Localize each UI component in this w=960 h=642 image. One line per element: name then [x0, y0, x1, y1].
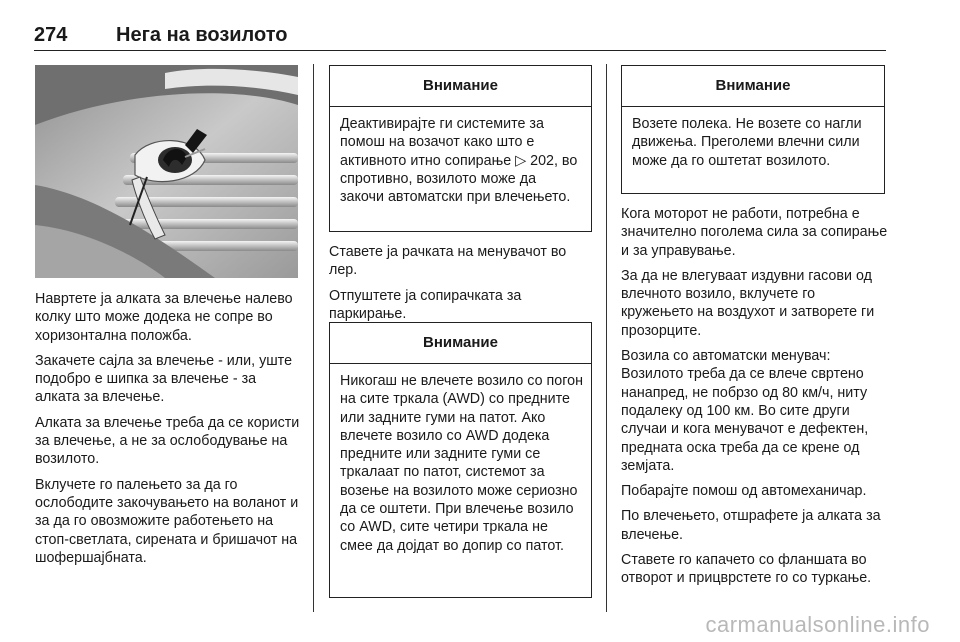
paragraph: Возила со автоматски менувач: Возилото треба да се влече свртено нанапред, не побрзо од 80 км/ч, ниту подалеку од 100 км. Во сите други случаи и кога менувачот е дефектен, предната оска треба да се крене од земјата. — [621, 348, 869, 474]
column-2-text — [329, 243, 595, 330]
warning-box-drive-slowly — [621, 65, 885, 194]
paragraph: Кога моторот не работи, потребна е значително поголема сила за сопирање и за управување. — [621, 206, 888, 259]
warning-text-part: , во спротивно, возилото може да закочи автоматски при влечењето. — [340, 152, 578, 206]
paragraph: Вклучете го палењето за да го ослободите закочувањето на воланот и за да го овозможите работењето на стоп-светлата, сирената и бришачот на шофершајбната. — [35, 476, 299, 566]
page-header — [34, 22, 886, 52]
header-rule — [34, 50, 886, 51]
bumper-drawing — [35, 65, 298, 278]
paragraph: Ставете ја рачката на менувачот во лер. — [329, 244, 567, 279]
column-3-text — [621, 205, 889, 595]
column-divider-2 — [606, 64, 607, 612]
warning-text — [330, 107, 591, 214]
warning-text: Возете полека. Не возете со нагли движења. Преголеми влечни сили може да го оштетат возилото. — [632, 116, 862, 169]
warning-box-driver-assist — [329, 65, 592, 232]
paragraph: Ставете го капачето со фланшата во отворот и прицврстете го со туркање. — [621, 552, 872, 587]
warning-box-awd — [329, 322, 592, 598]
warning-title: Внимание — [622, 66, 884, 107]
warning-title: Внимание — [330, 323, 591, 364]
paragraph: Отпуштете ја сопирачката за паркирање. — [329, 287, 522, 322]
watermark: carmanualsonline.info — [705, 612, 930, 637]
paragraph: Закачете сајла за влечење - или, уште подобро е шипка за влечење - за алката за влечење. — [35, 352, 293, 406]
warning-text-part: Деактивирајте ги системите за помош на возачот како што е активното итно сопирање — [340, 116, 544, 169]
paragraph: Побарајте помош од автомеханичар. — [621, 483, 867, 500]
warning-text: Никогаш не влечете возило со погон на сите тркала (AWD) со предните или задните гуми на патот. Ако влечете возило со AWD додека предните или задните гуми се тркалаат по патот, системот за возење на возилото може сериозно да се оштети. При влечење возило со AWD, сите четири тркала не смее да дојдат во допир со патот. — [340, 373, 583, 554]
warning-title: Внимание — [330, 66, 591, 107]
paragraph: Навртете ја алката за влечење налево колку што може додека не сопре во хоризонтална положба. — [35, 291, 293, 344]
page-number: 274 — [34, 24, 68, 46]
column-1-text — [35, 290, 301, 574]
page-title: Нега на возилото — [116, 24, 288, 46]
page-reference-arrow-icon: ▷ — [515, 152, 527, 169]
paragraph: По влечењето, отшрафете ја алката за влечење. — [621, 508, 881, 543]
paragraph: За да не влегуваат издувни гасови од влечното возило, вклучете го кружењето на воздухот и затворете ги прозорците. — [621, 267, 875, 339]
tow-eye-illustration — [35, 65, 298, 278]
page-reference-link[interactable]: 202 — [530, 152, 554, 169]
paragraph: Алката за влечење треба да се користи за влечење, а не за ослободување на возилото. — [35, 414, 300, 468]
column-divider-1 — [313, 64, 314, 612]
